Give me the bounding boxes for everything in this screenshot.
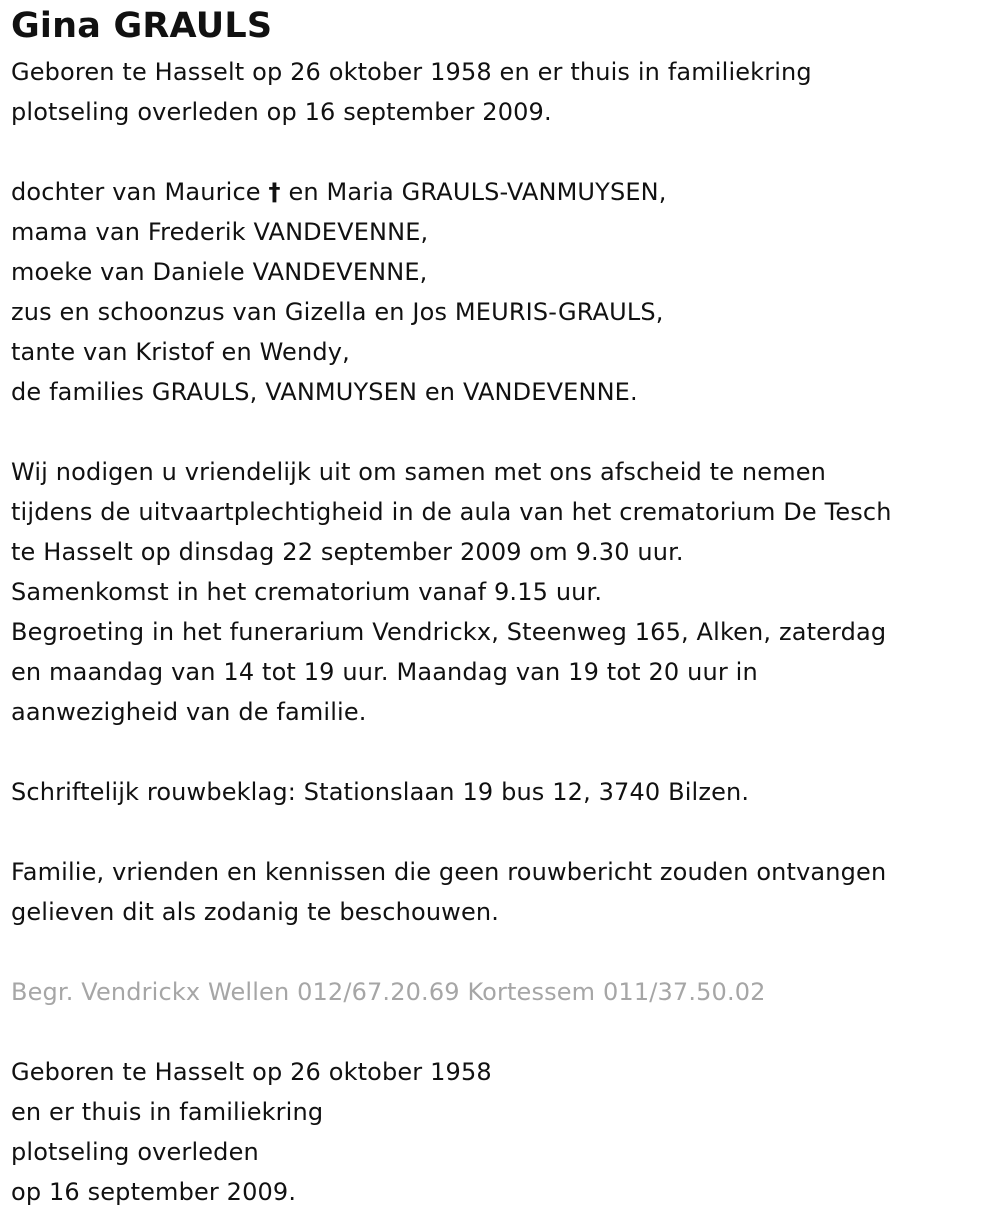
- paragraph-gap: [11, 412, 991, 452]
- intro-line: plotseling overleden op 16 september 2009.: [11, 98, 552, 126]
- family-paragraph: [11, 172, 991, 412]
- intro-paragraph: [11, 52, 991, 132]
- invitation-line: Samenkomst in het crematorium vanaf 9.15 uur.: [11, 578, 603, 606]
- condolence-address: Schriftelijk rouwbeklag: Stationslaan 19 bus 12, 3740 Bilzen.: [11, 778, 750, 806]
- paragraph-gap: [11, 1012, 991, 1052]
- cross-icon: †: [268, 178, 281, 206]
- family-line: tante van Kristof en Wendy,: [11, 338, 350, 366]
- closing-paragraph: [11, 1052, 991, 1212]
- invitation-line: aanwezigheid van de familie.: [11, 698, 367, 726]
- invitation-line: en maandag van 14 tot 19 uur. Maandag van 19 tot 20 uur in: [11, 658, 758, 686]
- paragraph-gap: [11, 132, 991, 172]
- closing-line: Geboren te Hasselt op 26 oktober 1958: [11, 1058, 492, 1086]
- notice-line: gelieven dit als zodanig te beschouwen.: [11, 898, 500, 926]
- invitation-line: Begroeting in het funerarium Vendrickx, Steenweg 165, Alken, zaterdag: [11, 618, 887, 646]
- closing-line: plotseling overleden: [11, 1138, 259, 1166]
- invitation-line: tijdens de uitvaartplechtigheid in de aula van het crematorium De Tesch: [11, 498, 892, 526]
- obituary-page: [11, 0, 991, 1212]
- invitation-paragraph: [11, 452, 991, 732]
- family-line-parents-prefix: dochter van Maurice: [11, 178, 261, 206]
- undertaker-contact: Begr. Vendrickx Wellen 012/67.20.69 Kortessem 011/37.50.02: [11, 978, 766, 1006]
- family-line-parents-suffix: en Maria GRAULS-VANMUYSEN,: [288, 178, 667, 206]
- paragraph-gap: [11, 812, 991, 852]
- family-line: zus en schoonzus van Gizella en Jos MEURIS-GRAULS,: [11, 298, 664, 326]
- family-line: mama van Frederik VANDEVENNE,: [11, 218, 429, 246]
- family-line: moeke van Daniele VANDEVENNE,: [11, 258, 428, 286]
- invitation-line: Wij nodigen u vriendelijk uit om samen met ons afscheid te nemen: [11, 458, 827, 486]
- paragraph-gap: [11, 732, 991, 772]
- intro-line: Geboren te Hasselt op 26 oktober 1958 en er thuis in familiekring: [11, 58, 812, 86]
- closing-line: op 16 september 2009.: [11, 1178, 297, 1206]
- notice-line: Familie, vrienden en kennissen die geen rouwbericht zouden ontvangen: [11, 858, 887, 886]
- family-line-parents: [11, 172, 991, 212]
- invitation-line: te Hasselt op dinsdag 22 september 2009 om 9.30 uur.: [11, 538, 684, 566]
- notice-paragraph: [11, 852, 991, 932]
- page-title: Gina GRAULS: [11, 6, 273, 46]
- family-line: de families GRAULS, VANMUYSEN en VANDEVENNE.: [11, 378, 638, 406]
- paragraph-gap: [11, 932, 991, 972]
- closing-line: en er thuis in familiekring: [11, 1098, 324, 1126]
